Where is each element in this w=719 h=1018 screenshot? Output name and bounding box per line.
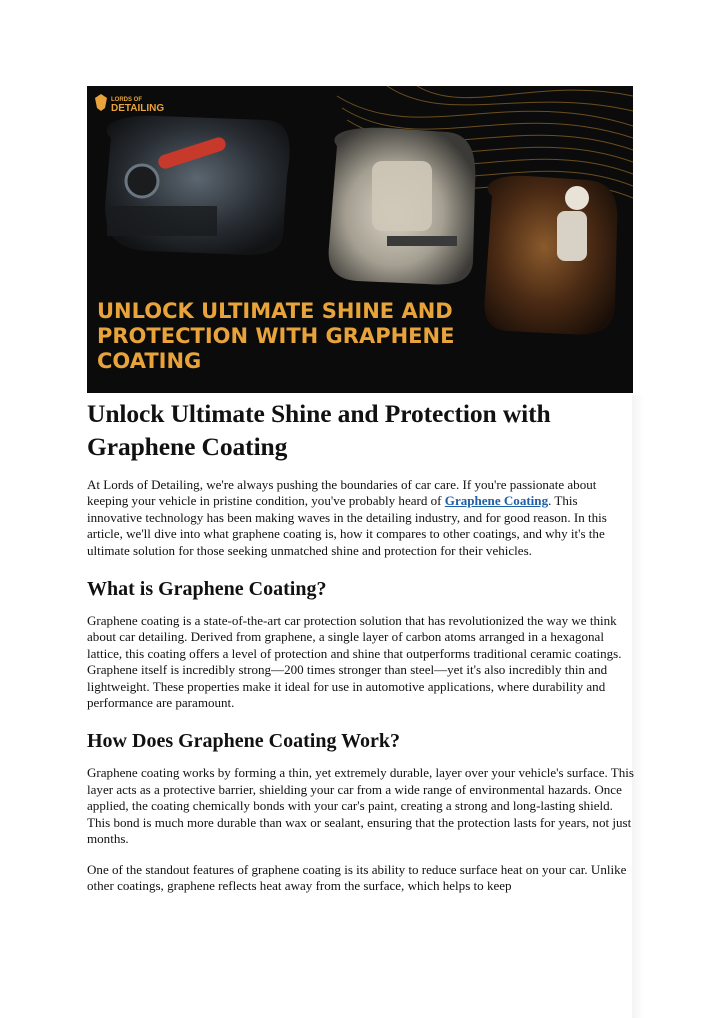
hero-headline-line-3: COATING: [97, 349, 202, 373]
hero-headline-line-1: UNLOCK ULTIMATE SHINE AND: [97, 299, 453, 323]
article-title: Unlock Ultimate Shine and Protection with Graphene Coating: [87, 399, 551, 461]
section-how-paragraph-2: One of the standout features of graphene coating is its ability to reduce surface heat on your car. Unlike other coatings, graphene reflects heat away from the surface, which helps to keep: [87, 861, 627, 893]
section-what-is-paragraph: Graphene coating is a state-of-the-art car protection solution that has revolutionized the way we think about car detailing. Derived from graphene, a single layer of carbon atoms arranged in a hexagonal lattice, this coating offers a level of protection and shine that outperforms traditional ceramic coatings. Graphene itself is incredibly strong—200 times stronger than steel—yet it's also incredibly thin and lightweight. These properties make it ideal for use in automotive applications, where durability and performance are paramount.: [87, 613, 622, 711]
hero-banner-image: [87, 86, 633, 393]
lords-of-detailing-logo: [95, 94, 164, 114]
section-how-paragraph-1: Graphene coating works by forming a thin, yet extremely durable, layer over your vehicle's surface. This layer acts as a protective barrier, shielding your car from a wide range of environmental hazards. Once applied, the coating chemically bonds with your car's paint, creating a strong and long-lasting shield. This bond is much more durable than wax or sealant, ensuring that the protection lasts for years, not just months.: [87, 765, 634, 847]
graphene-coating-link[interactable]: Graphene Coating: [444, 493, 549, 509]
intro-text-before-link: At Lords of Detailing, we're always pushing the boundaries of car care. If you're passionate about keeping your vehicle in pristine condition, you've probably heard of: [87, 477, 597, 509]
logo-big-text: DETAILING: [111, 103, 165, 114]
section-heading-how-it-works: How Does Graphene Coating Work?: [87, 730, 400, 753]
article-body: [87, 393, 635, 908]
intro-text-after-link: . This innovative technology has been making waves in the detailing industry, and for good reason. In this article, we'll dive into what graphene coating is, how it compares to other coatings, and why it's the ultimate solution for those seeking unmatched shine and protection for their vehicles.: [87, 493, 607, 558]
hero-headline-line-2: PROTECTION WITH GRAPHENE: [97, 324, 455, 348]
photo-spray-painting: [485, 176, 618, 335]
section-heading-what-is: What is Graphene Coating?: [87, 578, 327, 601]
logo-small-text: LORDS OF: [111, 97, 142, 103]
intro-paragraph: [87, 477, 635, 559]
